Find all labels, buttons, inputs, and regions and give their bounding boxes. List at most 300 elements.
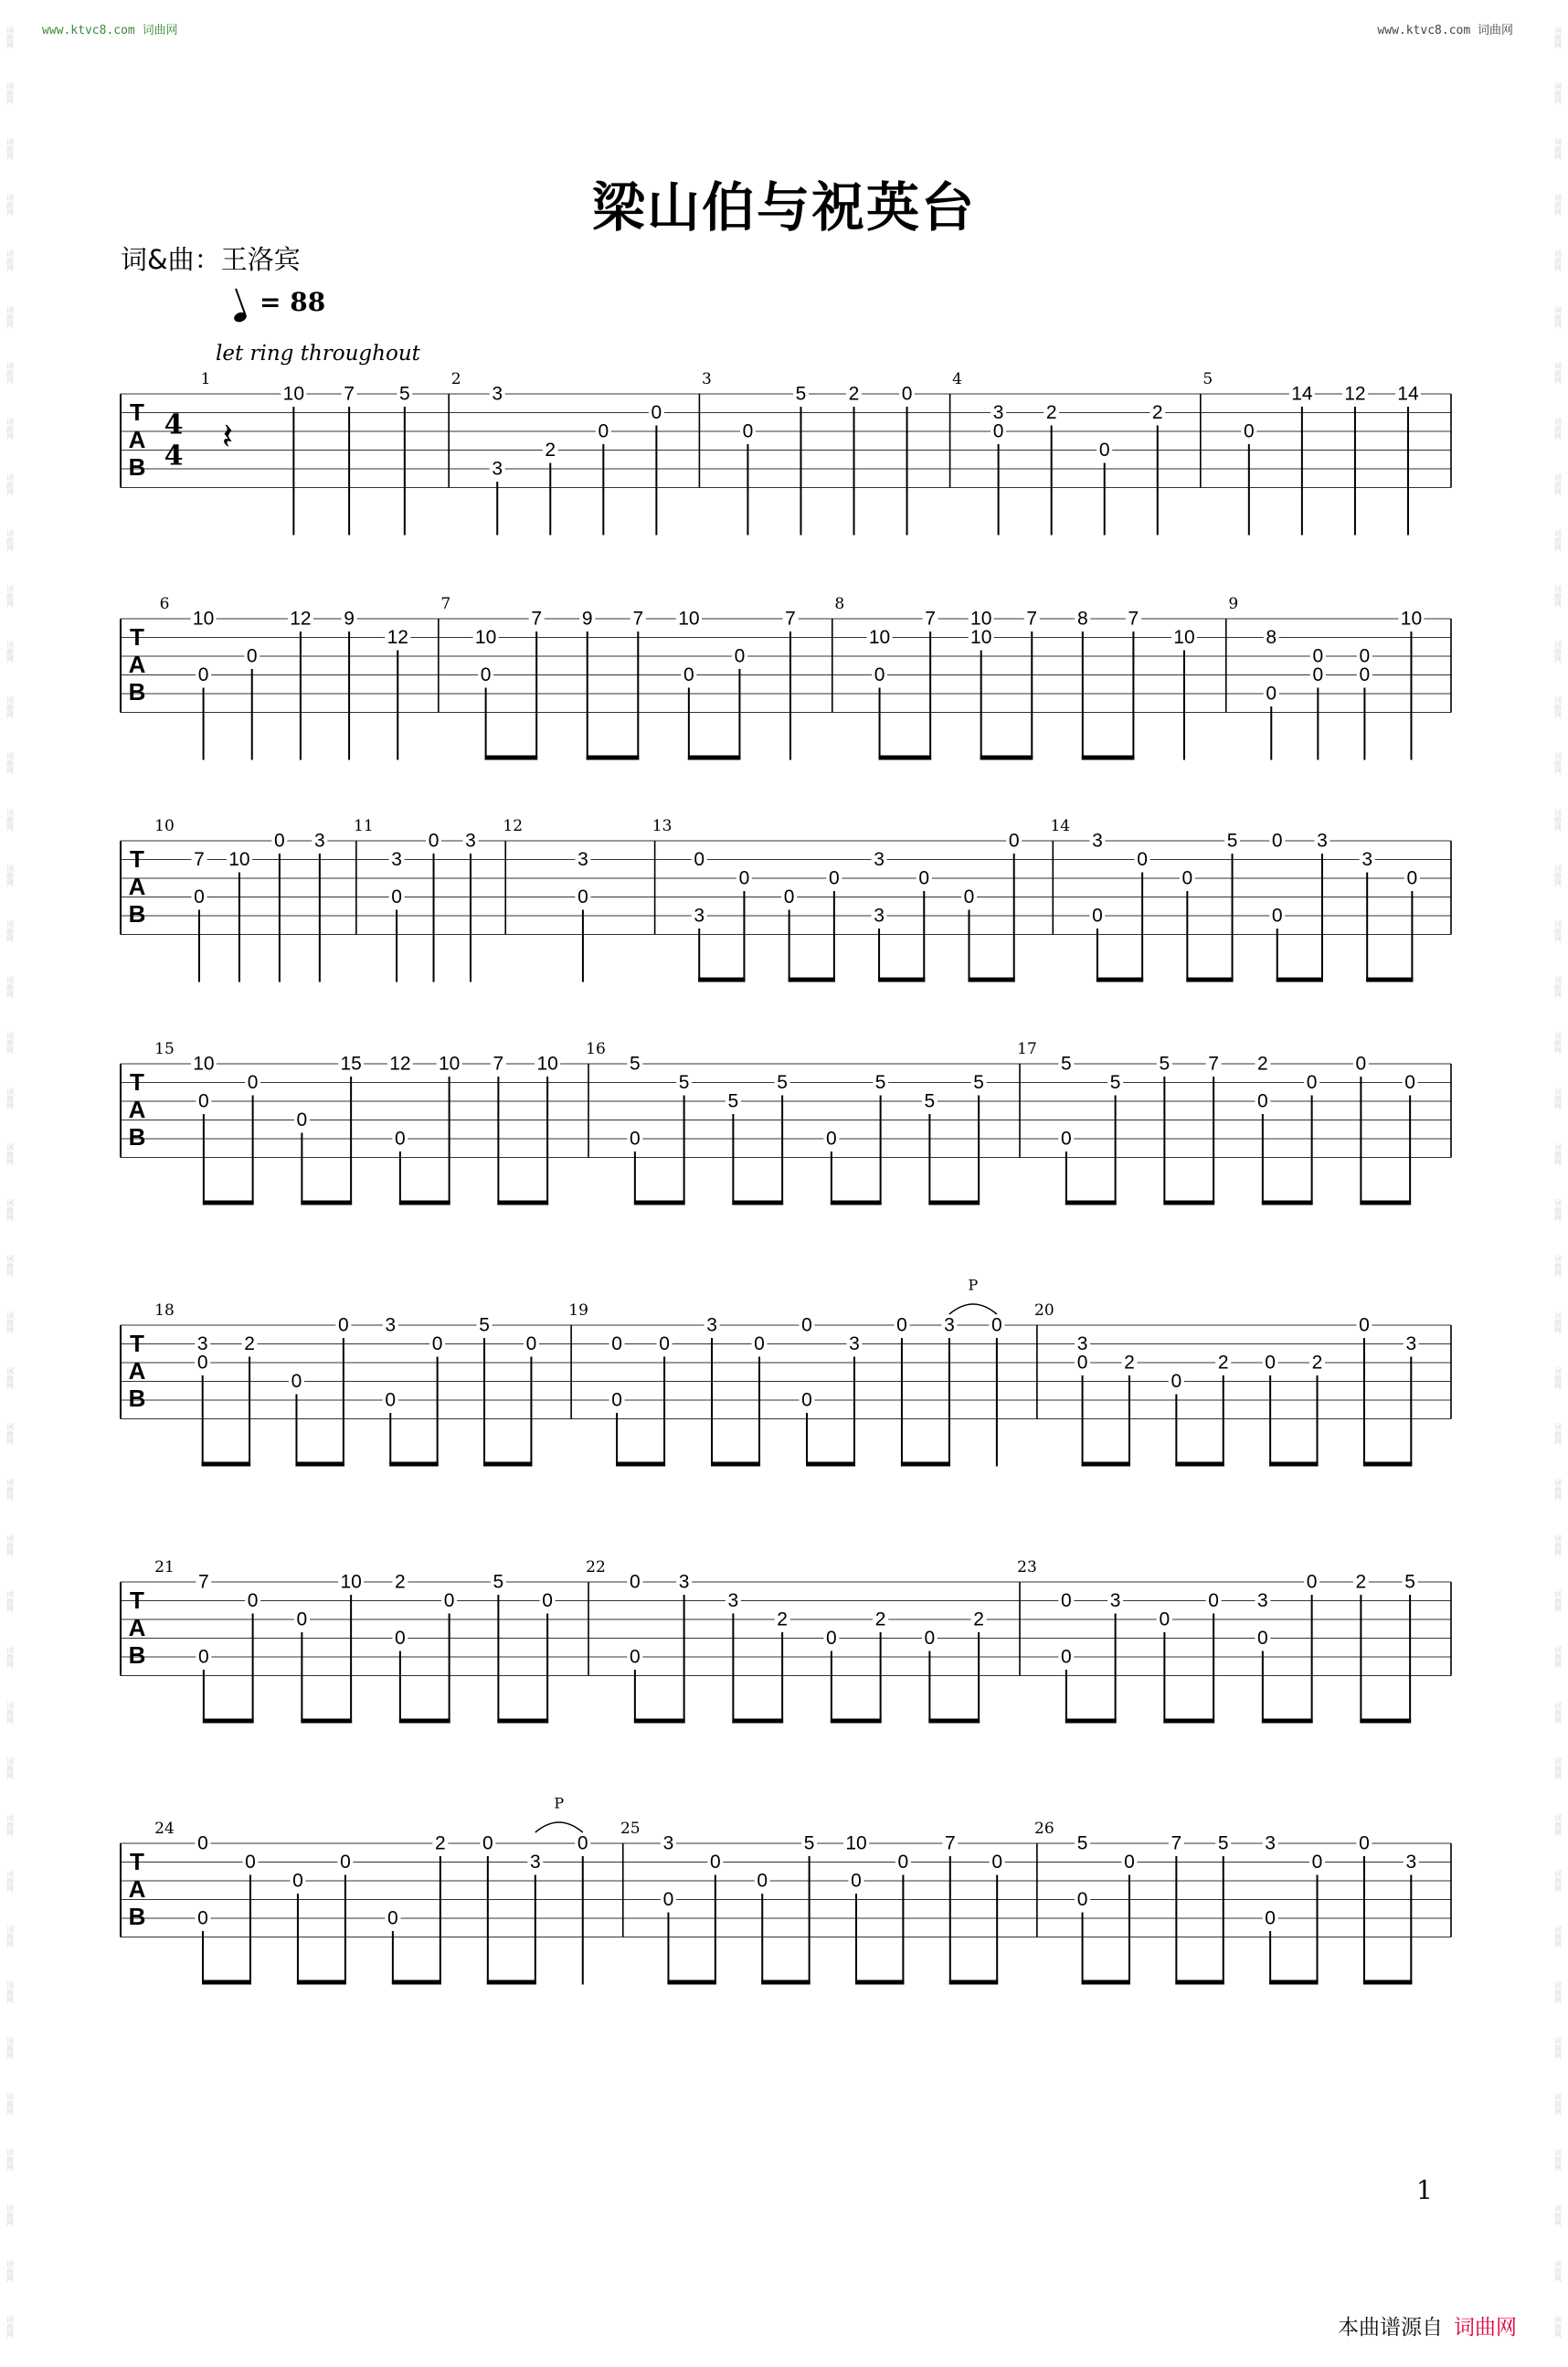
fret-number: 0 [296, 1608, 308, 1630]
watermark-text: 词 曲 网 [6, 82, 14, 106]
watermark-text: 词 曲 网 [6, 752, 14, 776]
measure-number: 7 [440, 595, 451, 613]
fret-number: 2 [1124, 1352, 1135, 1374]
fret-number: 5 [1061, 1053, 1072, 1075]
measure-number: 20 [1034, 1301, 1054, 1320]
measure-number: 16 [586, 1040, 606, 1058]
watermark-text: 词 曲 网 [1554, 194, 1562, 218]
fret-number: 5 [803, 1832, 815, 1854]
fret-number: 0 [1076, 1889, 1088, 1910]
fret-number: 0 [387, 1907, 398, 1929]
watermark-text: 词 曲 网 [6, 472, 14, 496]
fret-number: 7 [785, 608, 796, 630]
eighth-beam [587, 756, 640, 760]
eighth-beam [698, 978, 745, 982]
fret-number: 0 [1243, 420, 1255, 442]
eighth-beam [831, 1719, 882, 1724]
fret-number: 3 [1317, 830, 1328, 852]
watermark-text: 词 曲 网 [1554, 1199, 1562, 1223]
fret-number: 12 [290, 608, 312, 630]
fret-number: 0 [194, 886, 205, 908]
tab-clef-letter: B [128, 1903, 146, 1930]
fret-number: 7 [531, 608, 543, 630]
watermark-text: 词 曲 网 [1554, 2204, 1562, 2228]
watermark-text: 词 曲 网 [1554, 1366, 1562, 1390]
fret-number: 0 [577, 886, 588, 908]
fret-number: 5 [1217, 1832, 1229, 1854]
fret-number: 2 [1355, 1571, 1367, 1593]
fret-number: 0 [734, 645, 746, 667]
eighth-beam [831, 1201, 882, 1205]
fret-number: 0 [1124, 1852, 1135, 1873]
measure-number: 9 [1228, 595, 1239, 613]
fret-number: 3 [1265, 1832, 1276, 1854]
fret-number: 0 [659, 1333, 670, 1354]
watermark-text: 词 曲 网 [1554, 2260, 1562, 2284]
fret-number: 3 [727, 1590, 739, 1611]
tab-clef-letter: B [128, 1641, 146, 1669]
eighth-beam [1175, 1462, 1224, 1467]
header-url-right: www.ktvc8.com 词曲网 [1377, 24, 1513, 37]
eighth-beam [1366, 978, 1413, 982]
fret-number: 0 [1008, 830, 1020, 852]
fret-number: 7 [1128, 608, 1139, 630]
fret-number: 0 [630, 1571, 641, 1593]
fret-number: 2 [1311, 1352, 1323, 1374]
fret-number: 0 [395, 1628, 406, 1649]
watermark-text: 词 曲 网 [1554, 919, 1562, 943]
eighth-beam [761, 1980, 810, 1985]
watermark-text: 词 曲 网 [6, 2316, 14, 2340]
watermark-text: 词 曲 网 [6, 808, 14, 832]
measure-number: 6 [159, 595, 170, 613]
watermark-text: 词 曲 网 [1554, 1925, 1562, 1948]
fret-number: 0 [1312, 664, 1324, 685]
fret-number: 3 [492, 383, 503, 405]
fret-number: 0 [577, 1832, 588, 1854]
watermark-text: 词 曲 网 [1554, 1478, 1562, 1502]
eighth-beam [1082, 1980, 1130, 1985]
fret-number: 0 [1406, 867, 1418, 889]
fret-number: 8 [1266, 627, 1277, 648]
measure-number: 21 [154, 1558, 175, 1576]
tab-clef-letter: T [130, 1848, 144, 1875]
fret-number: 0 [292, 1870, 303, 1892]
watermark-text: 词 曲 网 [6, 1255, 14, 1279]
fret-number: 0 [1181, 867, 1193, 889]
fret-number: 2 [1045, 402, 1057, 423]
fret-number: 3 [492, 458, 503, 480]
eighth-beam [855, 1980, 904, 1985]
fret-number: 0 [991, 1314, 1002, 1336]
measure-number: 23 [1017, 1558, 1037, 1576]
tab-clef-letter: T [130, 845, 144, 873]
watermark-text: 词 曲 网 [6, 919, 14, 943]
fret-number: 0 [1312, 645, 1324, 667]
fret-number: 0 [395, 1128, 406, 1150]
fret-number: 0 [542, 1590, 553, 1611]
eighth-beam [968, 978, 1014, 982]
quarter-rest-icon: 𝄽 [221, 416, 234, 458]
eighth-beam [634, 1719, 685, 1724]
eighth-beam [634, 1201, 685, 1205]
fret-number: 2 [1257, 1053, 1268, 1075]
watermark-text: 词 曲 网 [1554, 1422, 1562, 1446]
fret-number: 0 [391, 886, 402, 908]
watermark-text: 词 曲 网 [6, 1702, 14, 1725]
eighth-beam [616, 1462, 665, 1467]
watermark-text: 词 曲 网 [1554, 808, 1562, 832]
fret-number: 0 [428, 830, 440, 852]
fret-number: 0 [1171, 1371, 1182, 1392]
eighth-beam [1269, 1462, 1318, 1467]
fret-number: 9 [581, 608, 593, 630]
fret-number: 0 [1061, 1646, 1072, 1668]
watermark-text: 词 曲 网 [6, 1646, 14, 1670]
eighth-beam [949, 1980, 998, 1985]
time-signature-bottom: 4 [164, 440, 184, 472]
fret-number: 0 [630, 1128, 641, 1150]
watermark-text: 词 曲 网 [6, 249, 14, 273]
fret-number: 0 [431, 1333, 443, 1354]
watermark-text: 词 曲 网 [1554, 1869, 1562, 1893]
fret-number: 0 [196, 1352, 208, 1374]
fret-number: 0 [826, 1128, 837, 1150]
pull-off-slur [535, 1822, 583, 1832]
watermark-text: 词 曲 网 [1554, 249, 1562, 273]
fret-number: 0 [1098, 440, 1110, 461]
watermark-text: 词 曲 网 [1554, 27, 1562, 49]
source-credit [1338, 2310, 1517, 2340]
fret-number: 10 [192, 608, 215, 630]
eighth-beam [203, 1719, 254, 1724]
tab-clef-letter: T [130, 623, 144, 651]
fret-number: 10 [536, 1053, 558, 1075]
fret-number: 0 [1208, 1590, 1219, 1611]
fret-number: 9 [344, 608, 355, 630]
watermark-text: 词 曲 网 [6, 1088, 14, 1111]
fret-number: 14 [1291, 383, 1313, 405]
watermark-text: 词 曲 网 [1554, 1590, 1562, 1614]
tab-clef-letter: A [128, 1096, 146, 1123]
fret-number: 10 [678, 608, 700, 630]
measure-number: 11 [354, 817, 374, 835]
watermark-text: 词 曲 网 [1554, 752, 1562, 776]
fret-number: 3 [529, 1852, 541, 1873]
fret-number: 0 [1257, 1090, 1268, 1112]
fret-number: 5 [493, 1571, 504, 1593]
fret-number: 2 [244, 1333, 255, 1354]
watermark-text: 词 曲 网 [1554, 2149, 1562, 2172]
eighth-beam [711, 1462, 760, 1467]
fret-number: 7 [632, 608, 644, 630]
watermark-text: 词 曲 网 [1554, 82, 1562, 106]
measure-number: 1 [200, 370, 211, 388]
measure-number: 22 [586, 1558, 606, 1576]
fret-number: 10 [474, 627, 497, 648]
fret-number: 10 [282, 383, 305, 405]
eighth-beam [203, 1201, 254, 1205]
fret-number: 7 [198, 1571, 209, 1593]
fret-number: 0 [197, 1907, 208, 1929]
eighth-beam [1163, 1201, 1214, 1205]
tab-clef-letter: B [128, 453, 146, 481]
eighth-beam [1363, 1462, 1412, 1467]
fret-number: 5 [1404, 1571, 1415, 1593]
eighth-beam [497, 1201, 548, 1205]
eighth-beam [1065, 1719, 1117, 1724]
watermark-text: 词 曲 网 [1554, 1702, 1562, 1725]
fret-number: 0 [1265, 1907, 1276, 1929]
measure-number: 10 [154, 817, 175, 835]
fret-number: 0 [897, 1852, 909, 1873]
fret-number: 14 [1397, 383, 1419, 405]
fret-number: 7 [1171, 1832, 1182, 1854]
fret-number: 0 [963, 886, 975, 908]
watermark-text: 词 曲 网 [1554, 1143, 1562, 1167]
fret-number: 0 [198, 1090, 209, 1112]
eighth-beam [497, 1719, 548, 1724]
fret-number: 10 [970, 608, 992, 630]
fret-number: 3 [196, 1333, 208, 1354]
tab-clef-letter: A [128, 873, 146, 900]
eighth-beam [389, 1462, 438, 1467]
eighth-beam [980, 756, 1033, 760]
measure-number: 26 [1034, 1820, 1054, 1838]
fret-number: 5 [973, 1072, 984, 1093]
eighth-beam [1360, 1201, 1411, 1205]
eighth-beam [1186, 978, 1233, 982]
watermark-text: 词 曲 网 [6, 2260, 14, 2284]
watermark-text: 词 曲 网 [6, 2204, 14, 2228]
fret-number: 3 [662, 1832, 674, 1854]
fret-number: 0 [662, 1889, 674, 1910]
tab-clef-letter: T [130, 1068, 144, 1096]
fret-number: 5 [1109, 1072, 1121, 1093]
fret-number: 2 [1151, 402, 1163, 423]
watermark-text: 词 曲 网 [6, 1757, 14, 1781]
eighth-beam [667, 1980, 715, 1985]
fret-number: 0 [482, 1832, 493, 1854]
eighth-beam [688, 756, 741, 760]
measure-number: 13 [652, 817, 673, 835]
fret-number: 0 [245, 1852, 256, 1873]
fret-number: 3 [1092, 830, 1103, 852]
fret-number: 0 [801, 1314, 812, 1336]
eighth-beam [1363, 1980, 1412, 1985]
fret-number: 3 [874, 849, 885, 870]
eighth-beam [297, 1980, 346, 1985]
fret-number: 0 [246, 645, 258, 667]
fret-number: 10 [340, 1571, 362, 1593]
tab-clef-letter: A [128, 426, 146, 453]
tab-clef-letter: B [128, 1385, 146, 1412]
fret-number: 0 [651, 402, 662, 423]
tab-clef-letter: B [128, 1123, 146, 1151]
watermark-text: 词 曲 网 [1554, 1255, 1562, 1279]
watermark-text: 词 曲 网 [6, 305, 14, 329]
fret-number: 0 [1061, 1590, 1072, 1611]
eighth-beam [483, 1462, 532, 1467]
watermark-text: 词 曲 网 [6, 194, 14, 218]
fret-number: 3 [1361, 849, 1373, 870]
fret-number: 0 [1271, 905, 1283, 927]
eighth-beam [295, 1462, 344, 1467]
fret-number: 10 [970, 627, 992, 648]
tab-clef-letter: A [128, 1875, 146, 1903]
eighth-beam [789, 978, 835, 982]
tab-clef-letter: T [130, 1330, 144, 1357]
fret-number: 10 [1173, 627, 1195, 648]
fret-number: 0 [1137, 849, 1148, 870]
watermark-text: 词 曲 网 [6, 1869, 14, 1893]
fret-number: 5 [874, 1072, 886, 1093]
fret-number: 8 [1076, 608, 1088, 630]
fret-number: 0 [525, 1333, 537, 1354]
fret-number: 3 [1405, 1852, 1417, 1873]
fret-number: 5 [479, 1314, 490, 1336]
tab-clef-letter: T [130, 1587, 144, 1614]
eighth-beam [1163, 1719, 1214, 1724]
fret-number: 3 [577, 849, 588, 870]
fret-number: 5 [924, 1090, 936, 1112]
tempo-value: = 88 [260, 287, 326, 317]
watermark-text: 词 曲 网 [6, 585, 14, 609]
watermark-text: 词 曲 网 [1554, 2036, 1562, 2060]
watermark-text: 词 曲 网 [1554, 472, 1562, 496]
eighth-beam [1262, 1201, 1313, 1205]
watermark-text: 词 曲 网 [1554, 1813, 1562, 1837]
fret-number: 0 [443, 1590, 455, 1611]
fret-number: 2 [545, 440, 556, 461]
watermark-text: 词 曲 网 [1554, 1311, 1562, 1334]
fret-number: 5 [727, 1090, 739, 1112]
fret-number: 0 [1359, 1314, 1370, 1336]
watermark-text: 词 曲 网 [1554, 585, 1562, 609]
fret-number: 3 [1109, 1590, 1121, 1611]
eighth-beam [1175, 1980, 1224, 1985]
fret-number: 3 [391, 849, 402, 870]
fret-number: 10 [1400, 608, 1423, 630]
fret-number: 3 [874, 905, 885, 927]
eighth-beam [1269, 1980, 1318, 1985]
fret-number: 7 [493, 1053, 504, 1075]
watermark-text: 词 曲 网 [1554, 2316, 1562, 2340]
fret-number: 0 [274, 830, 285, 852]
fret-number: 0 [710, 1852, 721, 1873]
fret-number: 7 [1208, 1053, 1219, 1075]
fret-number: 0 [918, 867, 930, 889]
eighth-beam [1082, 1462, 1130, 1467]
fret-number: 0 [683, 664, 694, 685]
fret-number: 0 [296, 1109, 308, 1130]
fret-number: 10 [193, 1053, 215, 1075]
fret-number: 0 [1359, 664, 1371, 685]
watermark-text: 词 曲 网 [6, 2149, 14, 2172]
eighth-beam [732, 1719, 783, 1724]
fret-number: 0 [1159, 1608, 1171, 1630]
fret-number: 5 [398, 383, 410, 405]
source-brand: 词曲网 [1454, 2316, 1517, 2340]
fret-number: 0 [630, 1646, 641, 1668]
eighth-beam [485, 756, 538, 760]
eighth-beam [878, 978, 925, 982]
fret-number: 0 [826, 1628, 837, 1649]
fret-number: 2 [973, 1608, 984, 1630]
eighth-beam [399, 1201, 450, 1205]
watermark-text: 词 曲 网 [6, 2036, 14, 2060]
eighth-beam [806, 1462, 855, 1467]
eighth-beam [732, 1201, 783, 1205]
fret-number: 0 [757, 1870, 768, 1892]
fret-number: 0 [1355, 1053, 1367, 1075]
fret-number: 3 [1076, 1333, 1088, 1354]
watermark-text: 词 曲 网 [6, 1980, 14, 2004]
fret-number: 7 [944, 1832, 956, 1854]
eighth-beam [1097, 978, 1143, 982]
fret-number: 0 [340, 1852, 351, 1873]
fret-number: 0 [247, 1590, 259, 1611]
measure-number: 12 [503, 817, 524, 835]
fret-number: 5 [678, 1072, 690, 1093]
watermark-text: 词 曲 网 [1554, 1646, 1562, 1670]
fret-number: 0 [338, 1314, 349, 1336]
fret-number: 3 [1257, 1590, 1268, 1611]
song-title: 梁山伯与祝英台 [591, 176, 976, 239]
time-signature-top: 4 [164, 409, 184, 441]
fret-number: 3 [385, 1314, 397, 1336]
watermark-text: 词 曲 网 [1554, 305, 1562, 329]
watermark-text: 词 曲 网 [6, 1925, 14, 1948]
measure-number: 4 [952, 370, 963, 388]
fret-number: 0 [1265, 1352, 1276, 1374]
fret-number: 0 [197, 1832, 208, 1854]
fret-number: 7 [194, 849, 205, 870]
fret-number: 0 [1266, 683, 1277, 705]
watermark-text: 词 曲 网 [6, 1590, 14, 1614]
fret-number: 0 [1359, 645, 1371, 667]
fret-number: 0 [694, 849, 705, 870]
eighth-beam [879, 756, 932, 760]
watermark-text: 词 曲 网 [6, 1366, 14, 1390]
watermark-text: 词 曲 网 [6, 417, 14, 440]
fret-number: 3 [314, 830, 325, 852]
fret-number: 0 [851, 1870, 862, 1892]
eighth-beam [487, 1980, 536, 1985]
fret-number: 3 [465, 830, 476, 852]
fret-number: 12 [389, 1053, 411, 1075]
watermark-text: 词 曲 网 [6, 1422, 14, 1446]
watermark-text: 词 曲 网 [6, 641, 14, 664]
watermark-text: 词 曲 网 [6, 1143, 14, 1167]
fret-number: 0 [247, 1072, 259, 1093]
pull-off-label: P [968, 1276, 979, 1294]
fret-number: 0 [874, 664, 885, 685]
fret-number: 10 [845, 1832, 867, 1854]
fret-number: 7 [1026, 608, 1038, 630]
fret-number: 2 [848, 383, 860, 405]
measure-number: 5 [1202, 370, 1213, 388]
tab-clef-letter: T [130, 398, 144, 426]
fret-number: 0 [896, 1314, 907, 1336]
measure-number: 3 [701, 370, 712, 388]
fret-number: 0 [992, 420, 1004, 442]
eighth-beam [301, 1719, 352, 1724]
performance-instruction: let ring throughout [216, 342, 420, 366]
watermark-text: 词 曲 网 [6, 864, 14, 887]
measure-number: 17 [1017, 1040, 1037, 1058]
fret-number: 0 [754, 1333, 765, 1354]
